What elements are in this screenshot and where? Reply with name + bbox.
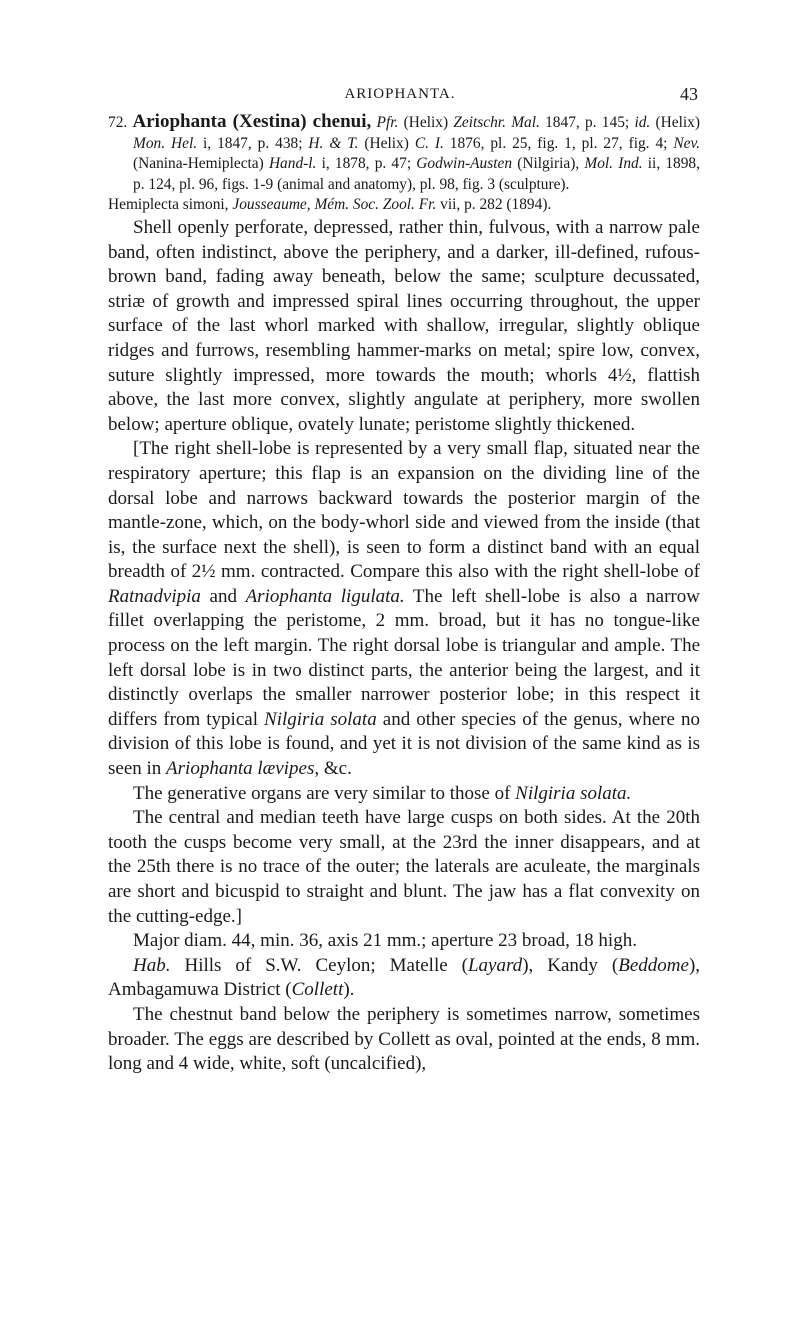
text-run: (Helix): [358, 134, 415, 152]
text-run: Ariophanta lævipes,: [166, 758, 320, 780]
text-run: ), Ambagamuwa District (: [108, 954, 701, 1001]
text-run: Mol. Ind.: [584, 155, 643, 173]
text-run: i, 1847, p. 438;: [197, 134, 309, 152]
text-run: Ratnadvipia: [108, 585, 201, 607]
species-name: Ariophanta (Xestina) chenui,: [132, 111, 372, 132]
paragraph: [108, 437, 700, 781]
text-run: H. & T.: [308, 134, 359, 152]
description-paragraphs: [108, 216, 700, 1077]
running-head: ARIOPHANTA.: [344, 86, 456, 102]
text-run: Shell openly perforate, depressed, rather thin, fulvous, with a narrow pale band, often indistinct, above the periphery, and a darker, ill-defined, rufous-brown band, fading away beneath, below the same; sculpture decussated, striæ of growth and impressed spiral lines occurring throughout, the upper surface of the last whorl marked with shallow, irregular, slightly oblique ridges and furrows, resembling hammer-marks on metal; spire low, convex, suture slightly impressed, more towards the mouth; whorls 4½, flattish above, the last more convex, slightly angulate at periphery, more swollen below; aperture oblique, ovately lunate; peristome slightly thickened.: [108, 216, 700, 435]
text-run: (Nilgiria),: [512, 155, 585, 173]
text-run: Nilgiria solata: [264, 708, 377, 730]
text-run: 1876, pl. 25, fig. 1, pl. 27, fig. 4;: [443, 134, 674, 152]
text-run: ), Kandy (: [522, 954, 619, 976]
text-run: vii, p. 282 (1894).: [436, 196, 552, 214]
page-number: 43: [680, 84, 698, 104]
text-run: (Helix): [650, 114, 700, 131]
text-run: Ariophanta ligulata.: [245, 585, 405, 607]
text-run: [The right shell-lobe is represented by a very small flap, situated near the respiratory aperture; this flap is an expansion on the dividing line of the dorsal lobe and narrows backward towards the posterior margin of the mantle-zone, which, on the body-whorl side and viewed from the inside (that is, the surface next the shell), is seen to form a distinct band with an equal breadth of 2½ mm. contracted. Compare this also with the right shell-lobe of: [108, 438, 700, 583]
text-run: The central and median teeth have large cusps on both sides. At the 20th tooth the cusps become very small, at the 23rd the inner disappears, and at the 25th there is no trace of the outer; the laterals are aculeate, the marginals are short and bicuspid to straight and blunt. The jaw has a flat convexity on the cutting-edge.]: [108, 807, 700, 927]
text-run: and other species of the genus, where no division of this lobe is found, and yet it is not division of the same kind as is seen in: [108, 708, 700, 780]
text-run: Hand-l.: [268, 155, 317, 173]
text-run: Hills of S.W. Ceylon; Matelle (: [170, 954, 468, 976]
text-run: Zeitschr. Mal.: [453, 114, 540, 131]
species-number: 72.: [108, 114, 128, 131]
text-run: Collett: [291, 979, 344, 1001]
text-run: The chestnut band below the periphery is sometimes narrow, sometimes broader. The eggs are described by Collett as oval, pointed at the ends, 8 mm. long and 4 wide, white, soft (uncalcified),: [108, 1003, 700, 1075]
text-run: (Nanina-Hemiplecta): [133, 155, 269, 173]
synonym-entry: [108, 195, 700, 216]
text-run: Hemiplecta simoni,: [108, 196, 233, 214]
text-run: and: [200, 585, 246, 607]
species-heading: [108, 112, 700, 195]
text-run: Layard: [467, 954, 523, 976]
text-run: Mon. Hel.: [133, 134, 198, 152]
text-run: Beddome: [618, 954, 689, 976]
text-run: Nilgiria solata.: [515, 782, 632, 804]
text-run: 1847, p. 145;: [539, 114, 635, 131]
paragraph: [108, 954, 700, 1003]
paragraph: [108, 929, 700, 954]
text-run: id.: [634, 114, 651, 131]
text-run: ).: [343, 979, 355, 1001]
text-run: Nev.: [673, 134, 701, 152]
paragraph: [108, 782, 700, 807]
main-text: [108, 112, 700, 1077]
text-run: Jousseaume, Mém. Soc. Zool. Fr.: [232, 196, 437, 214]
text-run: The generative organs are very similar to those of: [133, 782, 516, 804]
paragraph: [108, 216, 700, 437]
text-run: Godwin-Austen: [416, 155, 513, 173]
text-run: (Helix): [403, 114, 454, 131]
paragraph: [108, 806, 700, 929]
text-run: Hab.: [133, 954, 171, 976]
species-author: Pfr.: [376, 114, 399, 131]
text-run: Major diam. 44, min. 36, axis 21 mm.; aperture 23 broad, 18 high.: [133, 930, 637, 952]
text-run: C. I.: [414, 134, 444, 152]
paragraph: [108, 1003, 700, 1077]
text-run: The left shell-lobe is also a narrow fillet overlapping the peristome, 2 mm. broad, but it has no tongue-like process on the left margin. The right dorsal lobe is triangular and ample. The left dorsal lobe is in two distinct parts, the anterior being the largest, and it distinctly overlaps the smaller narrower posterior lobe; in this respect it differs from typical: [108, 585, 700, 730]
text-run: ii, 1898, p. 124, pl. 96, figs. 1-9 (animal and anatomy), pl. 98, fig. 3 (sculpture).: [133, 155, 700, 193]
text-run: &c.: [319, 758, 352, 780]
text-run: i, 1878, p. 47;: [316, 155, 417, 173]
